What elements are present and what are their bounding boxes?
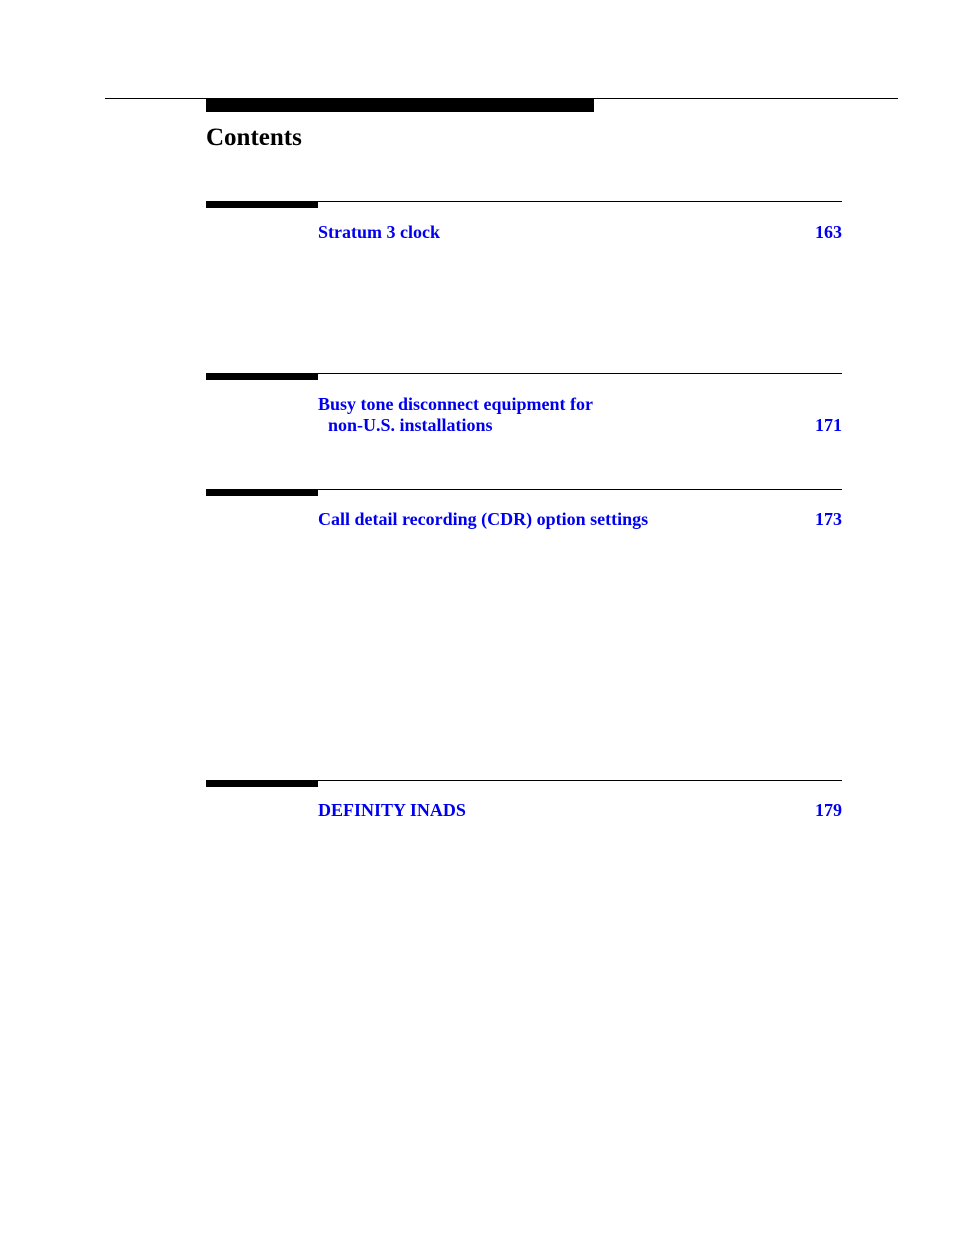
section-bar: [206, 490, 318, 496]
section-bar: [206, 202, 318, 208]
toc-entry-title-line2: non-U.S. installations: [328, 415, 493, 435]
toc-section-3: [206, 489, 842, 549]
toc-entry-cdr-option-settings[interactable]: [318, 509, 842, 530]
toc-entry-title: Stratum 3 clock: [318, 222, 440, 242]
toc-entry-title-line1: Busy tone disconnect equipment for: [318, 394, 594, 414]
toc-entry-title: DEFINITY INADS: [318, 800, 466, 820]
toc-entry-page: 163: [815, 222, 842, 242]
toc-section-2: [206, 373, 842, 453]
toc-entry-page: 171: [815, 415, 842, 435]
toc-entry-title: Call detail recording (CDR) option settings: [318, 509, 649, 529]
header-bar: [206, 99, 594, 112]
toc-entry-busy-tone-disconnect[interactable]: [318, 394, 842, 436]
toc-entry-page: 179: [815, 800, 842, 820]
toc-entry-definity-inads[interactable]: [318, 800, 842, 821]
page-title: Contents: [206, 124, 302, 151]
toc-entry-title: [318, 394, 842, 436]
toc-section-4: [206, 780, 842, 840]
section-bar: [206, 374, 318, 380]
toc-section-1: [206, 201, 842, 261]
toc-entry-stratum-3-clock[interactable]: [318, 222, 842, 243]
toc-entry-page: 173: [815, 509, 842, 529]
section-bar: [206, 781, 318, 787]
